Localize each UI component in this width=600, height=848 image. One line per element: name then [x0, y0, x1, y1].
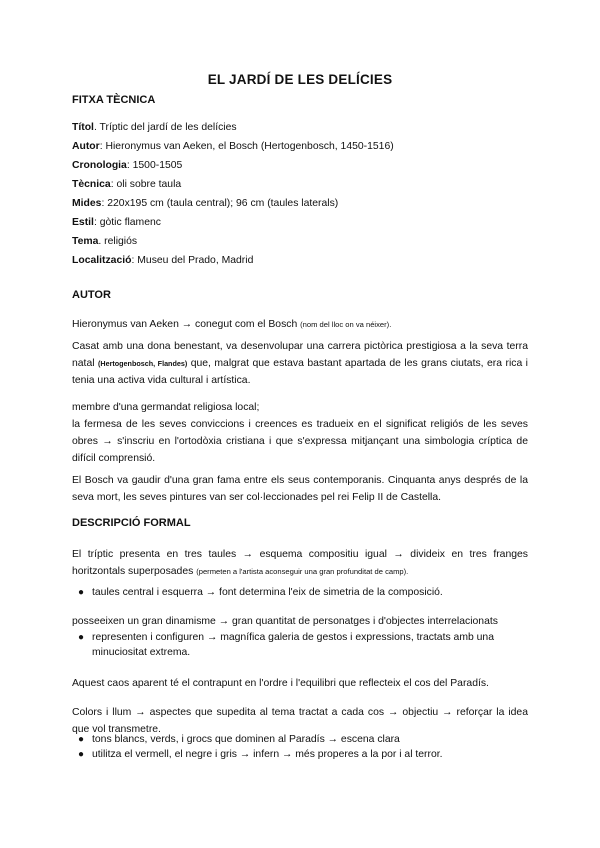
fitxa-value: Hieronymus van Aeken, el Bosch (Hertogenbosch, 1450-1516) [105, 141, 394, 152]
fitxa-row-titol: Títol. Tríptic del jardí de les delícies [72, 122, 237, 133]
fitxa-row-mides: Mides: 220x195 cm (taula central); 96 cm (taules laterals) [72, 198, 339, 209]
fitxa-row-autor: Autor: Hieronymus van Aeken, el Bosch (Hertogenbosch, 1450-1516) [72, 141, 394, 152]
descripcio-paragraph-1: El tríptic presenta en tres taules → esquema compositiu igual → divideix en tres franges horitzontals superposades (permeten a l'artista aconseguir una gran profunditat de camp). [72, 549, 528, 577]
bullet-list-2 [72, 630, 528, 660]
fitxa-value: Tríptic del jardí de les delícies [99, 122, 237, 133]
document-title: EL JARDÍ DE LES DELÍCIES [207, 72, 393, 87]
bullet-list-1 [72, 585, 528, 600]
bullet-list-3 [72, 732, 528, 762]
list-item: ● representen i configuren → magnífica galeria de gestos i expressions, tractats amb una minuciositat extrema. [78, 632, 494, 658]
descripcio-paragraph-2: posseeixen un gran dinamisme → gran quantitat de personatges i d'objectes interrelacionats [72, 616, 498, 627]
autor-paragraph-2: Casat amb una dona benestant, va desenvolupar una carrera pictòrica prestigiosa a la seva terra natal (Hertogenbosch, Flandes) que, malgrat que estava bastant apartada de les grans ciutats, era rica i tenia una activa vida cultural i artística. [72, 341, 528, 386]
fitxa-label: Tema [72, 236, 99, 247]
list-item: ● utilitza el vermell, el negre i gris → infern → més properes a la por i al terror. [78, 749, 443, 760]
fitxa-label: Cronologia [72, 160, 127, 171]
autor-paragraph-4: El Bosch va gaudir d'una gran fama entre els seus contemporanis. Cinquanta anys després de la seva mort, les seves pintures van ser col·leccionades pel rei Felip II de Castella. [72, 475, 528, 503]
fitxa-value: Museu del Prado, Madrid [137, 255, 254, 266]
bullet-icon: ● [78, 632, 85, 643]
fitxa-label: Mides [72, 198, 102, 209]
fitxa-value: religiós [104, 236, 138, 247]
fitxa-value: oli sobre taula [116, 179, 182, 190]
fitxa-label: Tècnica [72, 179, 111, 190]
fitxa-tecnica-heading: FITXA TÈCNICA [72, 94, 156, 106]
fitxa-value: 1500-1505 [132, 160, 183, 171]
fitxa-label: Estil [72, 217, 94, 228]
fitxa-row-localitzacio: Localització: Museu del Prado, Madrid [72, 255, 254, 266]
fitxa-label: Títol [72, 122, 94, 133]
autor-paragraph-3: membre d'una germandat religiosa local; la fermesa de les seves conviccions i creences es tradueix en el significat religiós de les seves obres → s'inscriu en l'ortodòxia cristiana i que s'expressa mitjançant una simbologia críptica de difícil comprensió. [72, 402, 528, 464]
fitxa-value: 220x195 cm (taula central); 96 cm (taules laterals) [107, 198, 339, 209]
descripcio-formal-heading: DESCRIPCIÓ FORMAL [72, 517, 191, 529]
fitxa-label: Autor [72, 141, 100, 152]
bullet-icon: ● [78, 749, 85, 760]
autor-paragraph-1: Hieronymus van Aeken → conegut com el Bosch (nom del lloc on va néixer). [72, 319, 392, 330]
fitxa-label: Localització [72, 255, 132, 266]
fitxa-row-tecnica: Tècnica: oli sobre taula [72, 179, 182, 190]
descripcio-paragraph-3: Aquest caos aparent té el contrapunt en l'ordre i l'equilibri que reflecteix el cos del Paradís. [72, 678, 489, 689]
bullet-icon: ● [78, 734, 85, 745]
fitxa-value: gòtic flamenc [99, 217, 161, 228]
fitxa-row-cronologia: Cronologia: 1500-1505 [72, 160, 183, 171]
descripcio-paragraph-4: Colors i llum → aspectes que supedita al tema tractat a cada cos → objectiu → reforçar la idea que vol transmetre. [72, 707, 528, 735]
fitxa-row-estil: Estil: gòtic flamenc [72, 217, 161, 228]
autor-heading: AUTOR [72, 289, 111, 301]
list-item: ● tons blancs, verds, i grocs que dominen al Paradís → escena clara [78, 734, 400, 745]
fitxa-row-tema: Tema. religiós [72, 236, 138, 247]
bullet-icon: ● [78, 587, 85, 598]
list-item: ● taules central i esquerra → font determina l'eix de simetria de la composició. [78, 587, 443, 598]
